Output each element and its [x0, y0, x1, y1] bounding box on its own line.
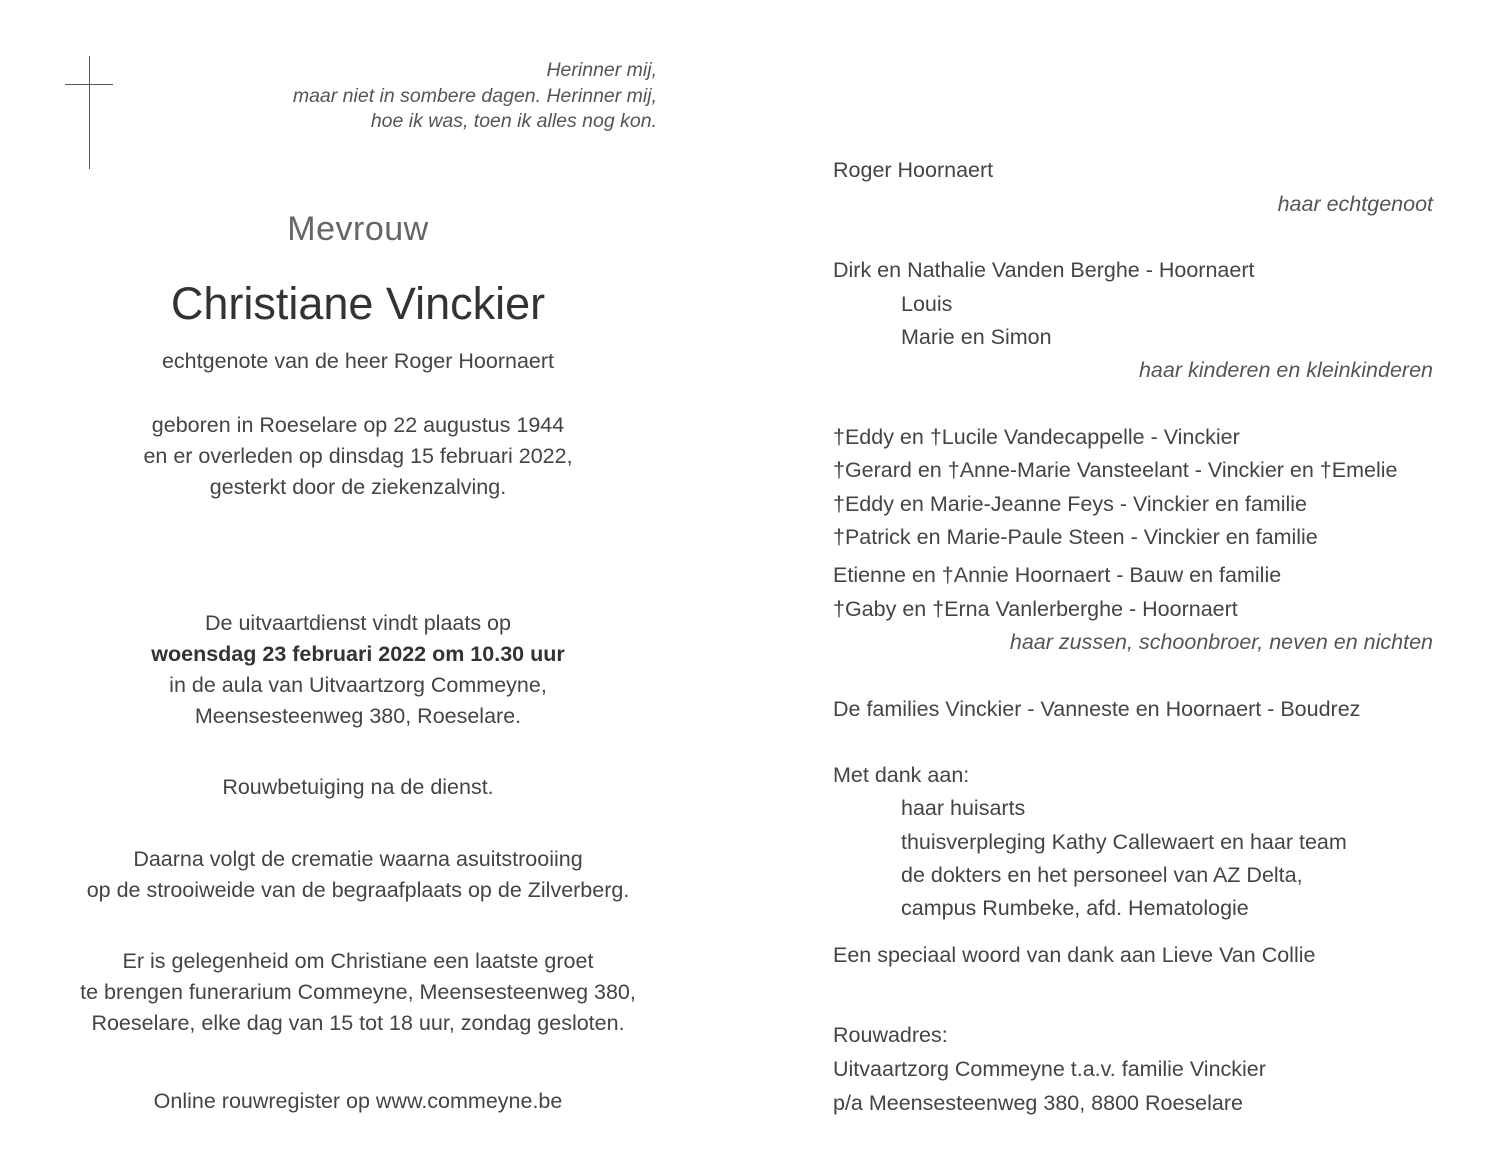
children: Dirk en Nathalie Vanden Berghe - Hoornaert	[833, 258, 1255, 282]
thanks-item: campus Rumbeke, afd. Hematologie	[901, 896, 1249, 920]
address-line: p/a Meensesteenweg 380, 8800 Roeselare	[833, 1091, 1243, 1115]
spouse-name: Roger Hoornaert	[833, 158, 994, 182]
visit-block	[58, 946, 658, 1039]
birth-line: geboren in Roeselare op 22 augustus 1944	[151, 413, 565, 437]
spouse-line: echtgenote van de heer Roger Hoornaert	[161, 349, 555, 373]
title: Mevrouw	[287, 210, 429, 248]
condolence: Rouwbetuiging na de dienst.	[222, 775, 494, 799]
sibling: †Patrick en Marie-Paule Steen - Vinckier en familie	[833, 525, 1318, 549]
sibling: †Eddy en Marie-Jeanne Feys - Vinckier en familie	[833, 492, 1308, 516]
grandchild: Louis	[901, 292, 953, 316]
birth-block	[58, 410, 658, 503]
cremation-line: Daarna volgt de crematie waarna asuitstrooiing	[133, 847, 583, 871]
service-block	[58, 608, 658, 732]
sibling: †Gaby en †Erna Vanlerberghe - Hoornaert	[833, 597, 1238, 621]
cremation-line: op de strooiweide van de begraafplaats op de Zilverberg.	[86, 878, 630, 902]
spouse-role: haar echtgenoot	[1277, 192, 1433, 216]
poem-line: maar niet in sombere dagen. Herinner mij,	[292, 84, 657, 107]
birth-line: gesterkt door de ziekenzalving.	[209, 475, 507, 499]
sibling: †Gerard en †Anne-Marie Vansteelant - Vinckier en †Emelie	[833, 458, 1398, 482]
special-thanks: Een speciaal woord van dank aan Lieve Van Collie	[833, 943, 1316, 967]
siblings-role: haar zussen, schoonbroer, neven en nichten	[1009, 630, 1433, 654]
sibling: Etienne en †Annie Hoornaert - Bauw en familie	[833, 563, 1282, 587]
sibling: †Eddy en †Lucile Vandecappelle - Vinckier	[833, 425, 1240, 449]
family-column	[833, 0, 1433, 1173]
thanks-item: de dokters en het personeel van AZ Delta,	[901, 863, 1303, 887]
thanks-item: thuisverpleging Kathy Callewaert en haar team	[901, 830, 1347, 854]
poem	[200, 58, 657, 135]
birth-line: en er overleden op dinsdag 15 februari 2022,	[143, 444, 573, 468]
poem-line: hoe ik was, toen ik alles nog kon.	[370, 110, 657, 132]
service-place-line: Meensesteenweg 380, Roeselare.	[194, 704, 522, 728]
grandchild: Marie en Simon	[901, 325, 1052, 349]
address-line: Uitvaartzorg Commeyne t.a.v. familie Vinckier	[833, 1057, 1266, 1081]
service-place-line: in de aula van Uitvaartzorg Commeyne,	[169, 673, 547, 697]
online-register: Online rouwregister op www.commeyne.be	[153, 1089, 563, 1113]
service-intro: De uitvaartdienst vindt plaats op	[205, 611, 511, 635]
visit-line: Er is gelegenheid om Christiane een laatste groet	[122, 949, 594, 973]
thanks-item: haar huisarts	[901, 796, 1026, 820]
thanks-title: Met dank aan:	[833, 763, 970, 787]
poem-line: Herinner mij,	[546, 59, 657, 81]
service-date: woensdag 23 februari 2022 om 10.30 uur	[151, 642, 565, 666]
address-title: Rouwadres:	[833, 1023, 948, 1047]
deceased-name: Christiane Vinckier	[170, 278, 546, 329]
children-role: haar kinderen en kleinkinderen	[1138, 358, 1433, 382]
visit-line: Roeselare, elke dag van 15 tot 18 uur, zondag gesloten.	[91, 1011, 625, 1035]
visit-line: te brengen funerarium Commeyne, Meensesteenweg 380,	[80, 980, 636, 1004]
cremation-block	[58, 844, 658, 906]
families: De families Vinckier - Vanneste en Hoornaert - Boudrez	[833, 697, 1361, 721]
